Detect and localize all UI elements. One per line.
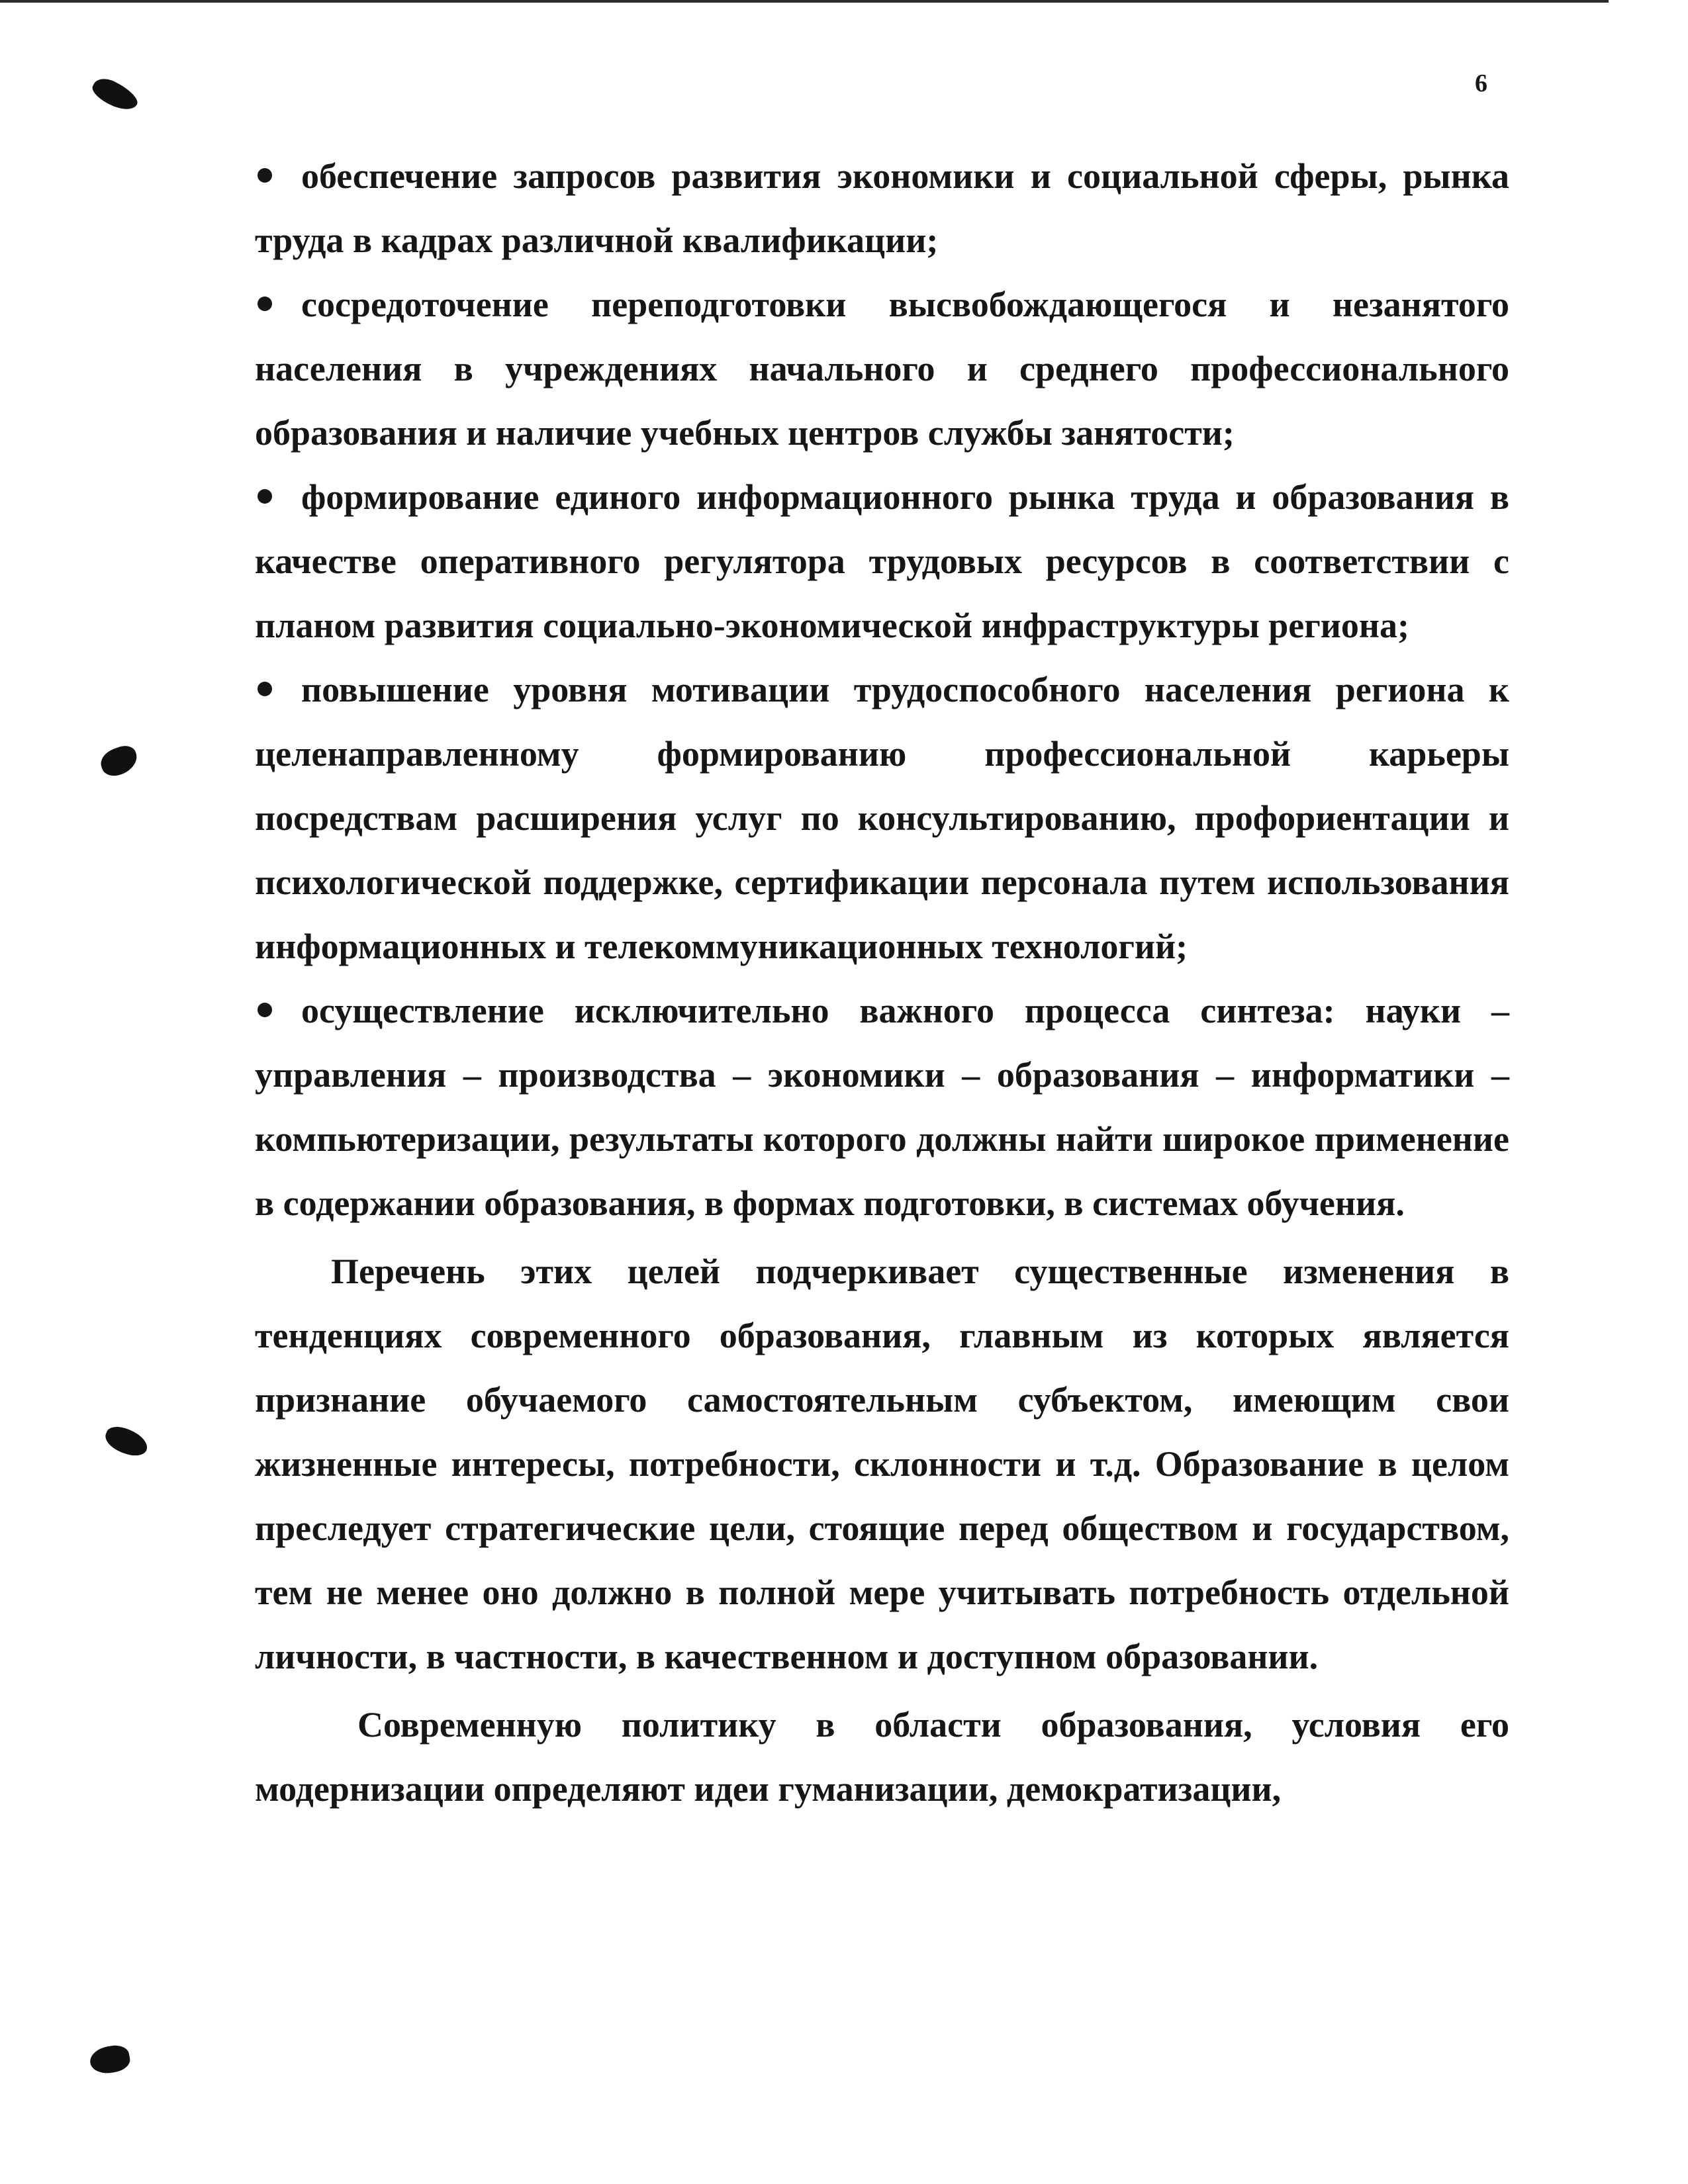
bullet-list-item [255,273,1509,465]
bullet-list-item [255,144,1509,273]
bullet-text: повышение уровня мотивации трудоспособного населения региона к целенаправленному формированию профессиональной карьеры посредствам расширения услуг по консультированию, профориентации и психологической поддержке, сертификации персонала путем использования информационных и телекоммуникационных технологий; [255,670,1509,966]
bullet-text: формирование единого информационного рынка труда и образования в качестве оперативного регулятора трудовых ресурсов в соответствии с планом развития социально-экономической инфраструктуры региона; [255,477,1509,645]
page-number: 6 [1475,69,1487,97]
punch-hole-mark [88,2043,132,2076]
body-paragraph: Перечень этих целей подчеркивает существенные изменения в тенденциях современного образования, главным из которых является признание обучаемого самостоятельным субъектом, имеющим свои жизненные интересы, потребности, склонности и т.д. Образование в целом преследует стратегические цели, стоящие перед обществом и государством, тем не менее оно должно в полной мере учитывать потребность отдельной личности, в частности, в качественном и доступном образовании. [255,1251,1509,1676]
bullet-text: обеспечение запросов развития экономики и социальной сферы, рынка труда в кадрах различной квалификации; [255,156,1509,260]
punch-hole-mark [102,1422,152,1461]
punch-hole-mark [89,73,142,116]
bullet-text: осуществление исключительно важного процесса синтеза: науки – управления – производства – экономики – образования – информатики – компьютеризации, результаты которого должны найти широкое применение в содержании образования, в формах подготовки, в системах обучения. [255,991,1509,1223]
punch-hole-mark [97,743,141,780]
bullet-list-item [255,979,1509,1236]
body-paragraph: Современную политику в области образования, условия его модернизации определяют идеи гуманизации, демократизации, [255,1705,1509,1809]
bullet-dot-icon [258,682,272,696]
bullet-dot-icon [258,296,272,311]
bullet-dot-icon [258,1003,272,1017]
bullet-dot-icon [258,168,272,183]
bullet-dot-icon [258,489,272,504]
bullet-text: сосредоточение переподготовки высвобождающегося и незанятого населения в учреждениях начального и среднего профессионального образования и наличие учебных центров службы занятости; [255,285,1509,453]
bullet-list-item [255,465,1509,658]
page-body [255,144,1509,1821]
scan-top-border [0,0,1609,3]
bullet-list-item [255,658,1509,979]
